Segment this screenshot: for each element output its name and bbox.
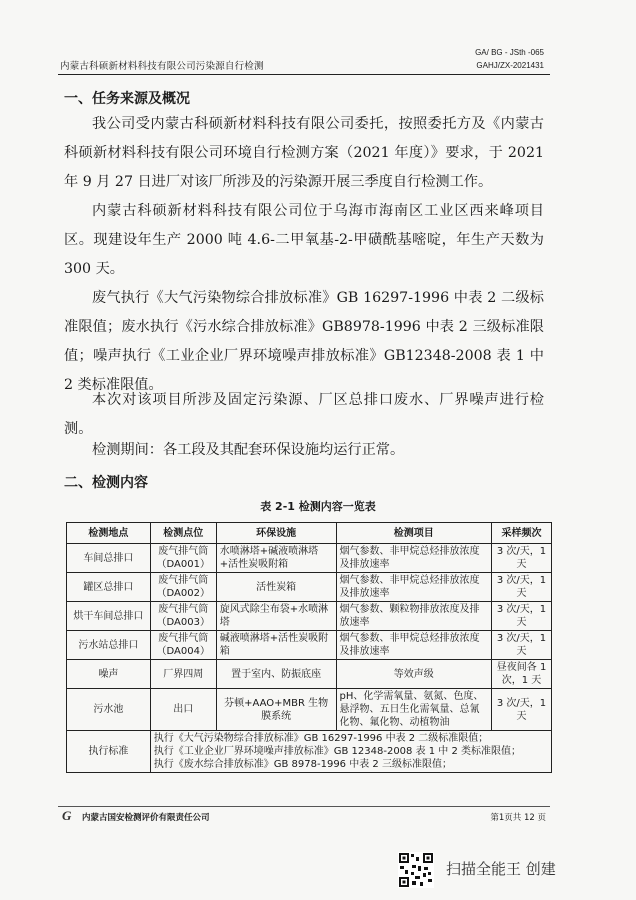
- cell-items: 烟气参数、非甲烷总烃排放浓度及排放速率: [336, 573, 492, 602]
- section-1-title: 一、任务来源及概况: [64, 91, 190, 107]
- paragraph-standards: 废气执行《大气污染物综合排放标准》GB 16297-1996 中表 2 二级标准限值；废水执行《污水综合排放标准》GB8978-1996 中表 2 三级标准限值；噪声执行《工业企业厂界环境噪声排放标准》GB12348-2008 表 1 中 2 类标准限值。: [64, 290, 544, 393]
- header-facility: 环保设施: [216, 523, 336, 544]
- cell-items: pH、化学需氧量、氨氮、色度、悬浮物、五日生化需氧量、总氰化物、氟化物、动植物油: [336, 689, 492, 731]
- monitoring-content-table: [66, 522, 552, 773]
- cell-facility: 芬顿+AAO+MBR 生物膜系统: [216, 689, 336, 731]
- cell-point: 厂界四周: [150, 660, 216, 689]
- cell-frequency: 3 次/天，1 天: [492, 689, 552, 731]
- table-row: [67, 602, 552, 631]
- table-row: [67, 660, 552, 689]
- table-row: [67, 631, 552, 660]
- cell-location: 污水站总排口: [67, 631, 151, 660]
- cell-frequency: 3 次/天，1 天: [492, 631, 552, 660]
- table-row: [67, 544, 552, 573]
- cell-frequency: 3 次/天，1 天: [492, 602, 552, 631]
- header-frequency: 采样频次: [492, 523, 552, 544]
- cell-facility: 活性炭箱: [216, 573, 336, 602]
- cell-facility: 水喷淋塔+碱液喷淋塔+活性炭吸附箱: [216, 544, 336, 573]
- footer-page-number: 第1页共 12 页: [490, 813, 546, 823]
- cell-point: 废气排气筒（DA002）: [150, 573, 216, 602]
- cell-location: 噪声: [67, 660, 151, 689]
- cell-standard-text: [150, 731, 551, 773]
- cell-items: 等效声级: [336, 660, 492, 689]
- footer-divider: [58, 806, 550, 807]
- cell-frequency: 昼夜间各 1 次，1 天: [492, 660, 552, 689]
- header-location: 检测地点: [67, 523, 151, 544]
- header-divider: [58, 74, 550, 75]
- paragraph-operating-status: 检测期间：各工段及其配套环保设施均运行正常。: [92, 442, 405, 458]
- cell-point: 废气排气筒（DA003）: [150, 602, 216, 631]
- footer-company-name: 内蒙古国安检测评价有限责任公司: [82, 813, 210, 823]
- company-logo-icon: G: [62, 808, 72, 823]
- header-point: 检测点位: [150, 523, 216, 544]
- header-code-line1: GA/ BG - JSth -065: [475, 48, 544, 57]
- table-row-standards: [67, 731, 552, 773]
- cell-facility: 置于室内、防振底座: [216, 660, 336, 689]
- cell-location: 烘干车间总排口: [67, 602, 151, 631]
- table-header-row: [67, 523, 552, 544]
- qr-code-icon: [398, 852, 434, 888]
- table-row: [67, 573, 552, 602]
- header-items: 检测项目: [336, 523, 492, 544]
- paragraph-scope: 本次对该项目所涉及固定污染源、厂区总排口废水、厂界噪声进行检测。: [64, 392, 544, 437]
- header-company-title: 内蒙古科硕新材料科技有限公司污染源自行检测: [60, 61, 264, 72]
- cell-items: 烟气参数、非甲烷总烃排放浓度及排放速率: [336, 544, 492, 573]
- table-row: [67, 689, 552, 731]
- standard-line-water: 执行《废水综合排放标准》GB 8978-1996 中表 2 三级标准限值；: [153, 759, 452, 770]
- cell-items: 烟气参数、颗粒物排放浓度及排放速率: [336, 602, 492, 631]
- cell-location: 污水池: [67, 689, 151, 731]
- cell-standard-label: 执行标准: [67, 731, 151, 773]
- paragraph-company-profile: 内蒙古科硕新材料科技有限公司位于乌海市海南区工业区西来峰项目区。现建设年生产 2000 吨 4.6-二甲氧基-2-甲磺酰基嘧啶，年生产天数为 300 天。: [64, 203, 544, 277]
- cell-facility: 旋风式除尘布袋+水喷淋塔: [216, 602, 336, 631]
- cell-point: 废气排气筒（DA004）: [150, 631, 216, 660]
- cell-point: 废气排气筒（DA001）: [150, 544, 216, 573]
- standard-line-air: 执行《大气污染物综合排放标准》GB 16297-1996 中表 2 二级标准限值；: [153, 733, 489, 744]
- standard-line-noise: 执行《工业企业厂界环境噪声排放标准》GB 12348-2008 表 1 中 2 类标准限值；: [153, 746, 522, 757]
- section-2-title: 二、检测内容: [64, 475, 148, 491]
- scanner-watermark: 扫描全能王 创建: [446, 860, 556, 878]
- paragraph-commission: 我公司受内蒙古科硕新材料科技有限公司委托，按照委托方及《内蒙古科硕新材料科技有限公司环境自行检测方案（2021 年度）》要求，于 2021 年 9 月 27 日进厂对该厂所涉及的污染源开展三季度自行检测工作。: [64, 116, 544, 190]
- header-code-line2: GAHJ/ZX-2021431: [476, 61, 544, 70]
- cell-location: 车间总排口: [67, 544, 151, 573]
- cell-frequency: 3 次/天，1 天: [492, 573, 552, 602]
- header-doc-code: [475, 46, 544, 72]
- cell-location: 罐区总排口: [67, 573, 151, 602]
- cell-frequency: 3 次/天，1 天: [492, 544, 552, 573]
- cell-point: 出口: [150, 689, 216, 731]
- cell-facility: 碱液喷淋塔+活性炭吸附箱: [216, 631, 336, 660]
- table-title: 表 2-1 检测内容一览表: [260, 500, 376, 513]
- cell-items: 烟气参数、非甲烷总烃排放浓度及排放速率: [336, 631, 492, 660]
